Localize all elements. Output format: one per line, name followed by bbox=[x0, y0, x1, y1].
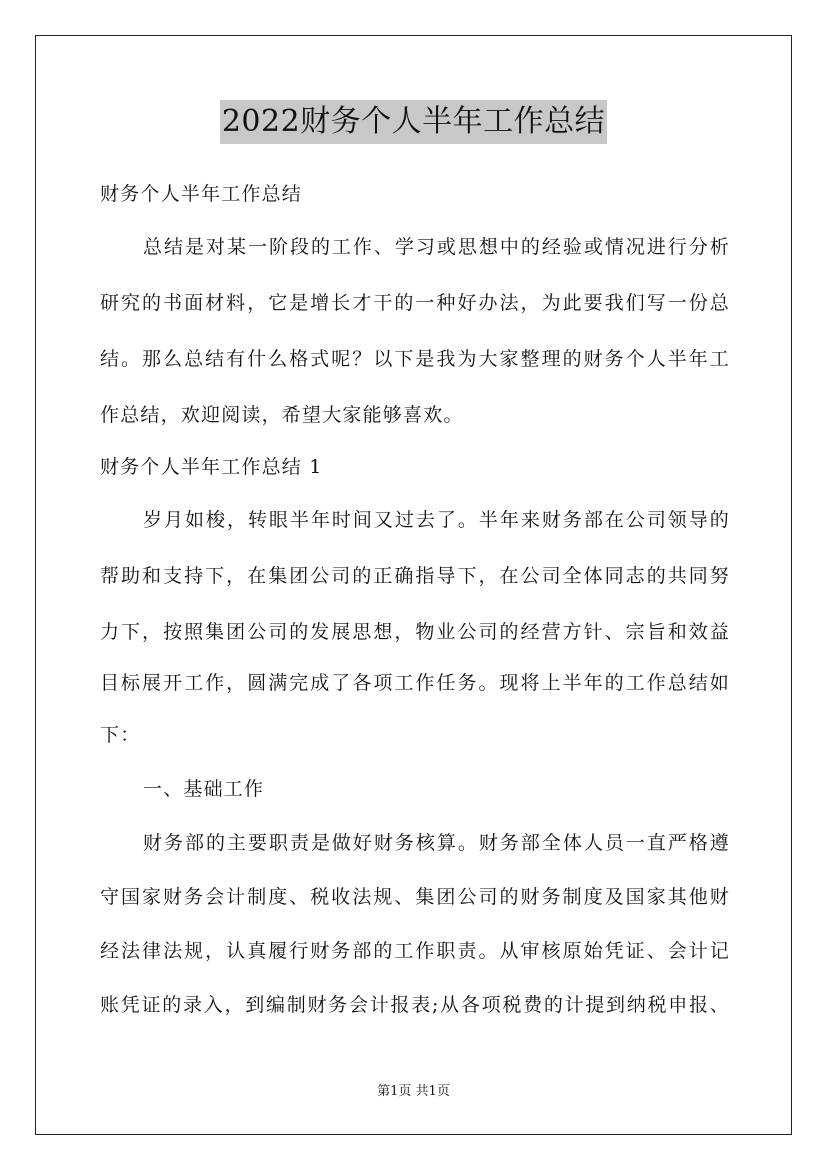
document-title: 2022财务个人半年工作总结 bbox=[220, 100, 607, 144]
text-line bbox=[100, 454, 730, 480]
text-line bbox=[100, 619, 730, 645]
text-line bbox=[100, 402, 730, 428]
line-text: 财务个人半年工作总结 1 bbox=[100, 456, 323, 478]
line-text: 作总结，欢迎阅读，希望大家能够喜欢。 bbox=[100, 404, 464, 426]
page-footer: 第1页 共1页 bbox=[377, 1084, 450, 1099]
line-text: 经法律法规，认真履行财务部的工作职责。从审核原始凭证、会计记 bbox=[100, 940, 730, 962]
text-line bbox=[100, 884, 730, 910]
text-line bbox=[100, 563, 730, 589]
line-text: 研究的书面材料，它是增长才干的一种好办法，为此要我们写一份总 bbox=[100, 292, 730, 314]
text-line bbox=[143, 830, 730, 856]
text-line bbox=[100, 290, 730, 316]
text-line bbox=[143, 776, 730, 802]
line-text: 帮助和支持下，在集团公司的正确指导下，在公司全体同志的共同努 bbox=[100, 565, 730, 587]
line-text: 总结是对某一阶段的工作、学习或思想中的经验或情况进行分析 bbox=[143, 236, 730, 258]
line-text: 守国家财务会计制度、税收法规、集团公司的财务制度及国家其他财 bbox=[100, 886, 730, 908]
text-line bbox=[100, 722, 730, 748]
line-text: 目标展开工作，圆满完成了各项工作任务。现将上半年的工作总结如 bbox=[100, 672, 730, 694]
line-text: 岁月如梭，转眼半年时间又过去了。半年来财务部在公司领导的 bbox=[143, 509, 730, 531]
line-text: 账凭证的录入，到编制财务会计报表;从各项税费的计提到纳税申报、 bbox=[100, 994, 730, 1016]
line-text: 下： bbox=[100, 724, 141, 746]
line-text: 力下，按照集团公司的发展思想，物业公司的经营方针、宗旨和效益 bbox=[100, 621, 730, 643]
line-text: 财务个人半年工作总结 bbox=[100, 183, 303, 205]
text-line bbox=[100, 670, 730, 696]
title-container bbox=[0, 100, 827, 144]
line-text: 财务部的主要职责是做好财务核算。财务部全体人员一直严格遵 bbox=[143, 832, 730, 854]
text-line bbox=[100, 346, 730, 372]
text-line bbox=[100, 938, 730, 964]
text-line bbox=[143, 234, 730, 260]
text-line bbox=[100, 992, 730, 1018]
text-line bbox=[100, 181, 730, 207]
line-text: 一、基础工作 bbox=[143, 778, 265, 800]
line-text: 结。那么总结有什么格式呢？以下是我为大家整理的财务个人半年工 bbox=[100, 348, 730, 370]
text-line bbox=[143, 507, 730, 533]
